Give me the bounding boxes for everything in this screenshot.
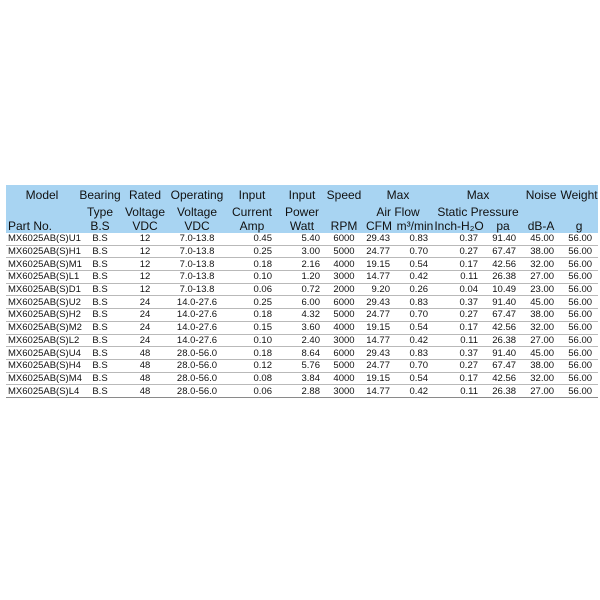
- table-cell: 0.70: [396, 245, 434, 258]
- table-cell: 3000: [326, 271, 362, 284]
- header-bs: B.S: [78, 219, 122, 233]
- table-cell: B.S: [78, 283, 122, 296]
- table-cell: 23.00: [522, 283, 560, 296]
- table-cell: 91.40: [484, 347, 522, 360]
- table-cell: 5000: [326, 309, 362, 322]
- header-row-2: [6, 205, 598, 219]
- header-dba: dB-A: [522, 219, 560, 233]
- table-cell: 3.84: [278, 372, 326, 385]
- table-cell: 0.27: [434, 245, 484, 258]
- table-cell: 0.26: [396, 283, 434, 296]
- table-body: [6, 233, 598, 397]
- table-cell: 0.83: [396, 296, 434, 309]
- table-cell: 0.37: [434, 347, 484, 360]
- part-number-cell: MX6025AB(S)M4: [8, 372, 82, 384]
- header-g: g: [560, 219, 598, 233]
- header-rpm: RPM: [326, 219, 362, 233]
- header-operating: Operating: [168, 185, 226, 205]
- table-cell: 7.0-13.8: [168, 271, 226, 284]
- part-number-cell: MX6025AB(S)H2: [8, 309, 81, 321]
- table-row: [6, 245, 598, 258]
- table-cell: 56.00: [560, 258, 598, 271]
- table-cell: 0.70: [396, 359, 434, 372]
- table-cell: 56.00: [560, 347, 598, 360]
- table-cell: 12: [122, 233, 168, 245]
- table-cell: 0.10: [226, 271, 278, 284]
- table-cell: 0.25: [226, 245, 278, 258]
- table-cell: 48: [122, 347, 168, 360]
- table-cell: 0.18: [226, 309, 278, 322]
- table-cell: 5.40: [278, 233, 326, 245]
- table-cell: 42.56: [484, 372, 522, 385]
- header-max-pressure: Max: [434, 185, 522, 205]
- table-cell: B.S: [78, 334, 122, 347]
- table-cell: 56.00: [560, 359, 598, 372]
- table-cell: 1.20: [278, 271, 326, 284]
- table-cell: 27.00: [522, 385, 560, 398]
- header-watt: Watt: [278, 219, 326, 233]
- header-model: Model: [6, 185, 78, 205]
- table-cell: 14.77: [362, 334, 396, 347]
- table-row: [6, 309, 598, 322]
- table-cell: 2.16: [278, 258, 326, 271]
- header-input-2: Input: [278, 185, 326, 205]
- fan-spec-table: [6, 185, 598, 398]
- table-cell: 42.56: [484, 258, 522, 271]
- table-cell: 38.00: [522, 245, 560, 258]
- table-cell: 45.00: [522, 296, 560, 309]
- header-m3-per-min: m³/min: [396, 219, 434, 233]
- table-cell: 28.0-56.0: [168, 372, 226, 385]
- part-number-cell: MX6025AB(S)U2: [8, 296, 81, 308]
- table-row: [6, 385, 598, 398]
- table-cell: 24: [122, 296, 168, 309]
- table-cell: 14.0-27.6: [168, 296, 226, 309]
- table-cell: 0.37: [434, 233, 484, 245]
- header-vdc-rated: VDC: [122, 219, 168, 233]
- table-cell: 27.00: [522, 271, 560, 284]
- table-cell: 0.72: [278, 283, 326, 296]
- header-row-1: [6, 185, 598, 205]
- table-cell: 0.17: [434, 258, 484, 271]
- part-number-cell: MX6025AB(S)L2: [8, 334, 80, 346]
- table-row: [6, 233, 598, 245]
- table-cell: B.S: [78, 359, 122, 372]
- table-cell: 32.00: [522, 321, 560, 334]
- part-number-cell: MX6025AB(S)H1: [8, 246, 81, 258]
- table-cell: B.S: [78, 245, 122, 258]
- table-cell: 91.40: [484, 233, 522, 245]
- table-cell: 67.47: [484, 309, 522, 322]
- table-cell: 0.42: [396, 385, 434, 398]
- table-cell: 3000: [326, 334, 362, 347]
- table-cell: B.S: [78, 321, 122, 334]
- table-cell: 0.11: [434, 334, 484, 347]
- table-cell: 19.15: [362, 258, 396, 271]
- table-cell: 12: [122, 271, 168, 284]
- header-airflow: Air Flow: [362, 205, 434, 219]
- header-bearing: Bearing: [78, 185, 122, 205]
- table-cell: 29.43: [362, 347, 396, 360]
- table-cell: B.S: [78, 258, 122, 271]
- table-cell: 12: [122, 283, 168, 296]
- table-cell: 6000: [326, 233, 362, 245]
- table-cell: 67.47: [484, 245, 522, 258]
- table-cell: 91.40: [484, 296, 522, 309]
- table-cell: 19.15: [362, 321, 396, 334]
- table-cell: 6000: [326, 296, 362, 309]
- table-cell: 6.00: [278, 296, 326, 309]
- table-cell: 0.70: [396, 309, 434, 322]
- table-cell: 56.00: [560, 372, 598, 385]
- table-cell: 8.64: [278, 347, 326, 360]
- table-cell: 2.88: [278, 385, 326, 398]
- table-cell: 0.54: [396, 372, 434, 385]
- table-cell: 38.00: [522, 359, 560, 372]
- table-cell: 14.77: [362, 271, 396, 284]
- header-speed: Speed: [326, 185, 362, 205]
- table-cell: 0.42: [396, 271, 434, 284]
- table-cell: 56.00: [560, 271, 598, 284]
- table-cell: 7.0-13.8: [168, 258, 226, 271]
- header-power: Power: [278, 205, 326, 219]
- table-cell: B.S: [78, 309, 122, 322]
- header-inch-h2o: Inch-H₂O: [434, 219, 484, 233]
- header-rated-voltage: Voltage: [122, 205, 168, 219]
- header-current: Current: [226, 205, 278, 219]
- table-cell: 3000: [326, 385, 362, 398]
- header-rated: Rated: [122, 185, 168, 205]
- table-cell: 24: [122, 334, 168, 347]
- part-number-cell: MX6025AB(S)M2: [8, 322, 82, 334]
- table-cell: 45.00: [522, 347, 560, 360]
- table-cell: 26.38: [484, 271, 522, 284]
- table-cell: 27.00: [522, 334, 560, 347]
- table-row: [6, 283, 598, 296]
- table-cell: 56.00: [560, 321, 598, 334]
- table-cell: 67.47: [484, 359, 522, 372]
- table-cell: B.S: [78, 271, 122, 284]
- table-cell: 0.83: [396, 233, 434, 245]
- table-cell: 42.56: [484, 321, 522, 334]
- table-cell: 28.0-56.0: [168, 385, 226, 398]
- header-vdc-operating: VDC: [168, 219, 226, 233]
- table-cell: 12: [122, 258, 168, 271]
- table-cell: 0.11: [434, 385, 484, 398]
- table-cell: 0.18: [226, 347, 278, 360]
- table-cell: 48: [122, 372, 168, 385]
- table-cell: 14.0-27.6: [168, 309, 226, 322]
- table-cell: 0.17: [434, 321, 484, 334]
- header-amp: Amp: [226, 219, 278, 233]
- table-cell: 5.76: [278, 359, 326, 372]
- table-cell: 0.04: [434, 283, 484, 296]
- table-cell: 2000: [326, 283, 362, 296]
- table-cell: 29.43: [362, 233, 396, 245]
- table-cell: B.S: [78, 372, 122, 385]
- table-cell: 7.0-13.8: [168, 233, 226, 245]
- part-number-cell: MX6025AB(S)U4: [8, 347, 81, 359]
- table-cell: 0.54: [396, 321, 434, 334]
- table-cell: 12: [122, 245, 168, 258]
- table-row: [6, 296, 598, 309]
- table-cell: 0.45: [226, 233, 278, 245]
- table-cell: B.S: [78, 347, 122, 360]
- table-cell: 32.00: [522, 258, 560, 271]
- table-cell: 9.20: [362, 283, 396, 296]
- part-number-cell: MX6025AB(S)L1: [8, 271, 80, 283]
- header-part-no: Part No.: [6, 219, 78, 233]
- table-cell: B.S: [78, 385, 122, 398]
- table-cell: 4000: [326, 372, 362, 385]
- table-cell: 28.0-56.0: [168, 347, 226, 360]
- table-cell: 32.00: [522, 372, 560, 385]
- header-type: Type: [78, 205, 122, 219]
- header-cfm: CFM: [362, 219, 396, 233]
- table-cell: 26.38: [484, 385, 522, 398]
- table-cell: 0.08: [226, 372, 278, 385]
- table-cell: 38.00: [522, 309, 560, 322]
- table-cell: 4000: [326, 321, 362, 334]
- header-row-3: [6, 219, 598, 233]
- table-cell: 24.77: [362, 309, 396, 322]
- table-cell: 14.0-27.6: [168, 334, 226, 347]
- table-cell: 0.18: [226, 258, 278, 271]
- header-max-airflow: Max: [362, 185, 434, 205]
- table-cell: 5000: [326, 245, 362, 258]
- header-pa: pa: [484, 219, 522, 233]
- table-cell: B.S: [78, 233, 122, 245]
- table-cell: 0.25: [226, 296, 278, 309]
- table-cell: 0.54: [396, 258, 434, 271]
- table-row: [6, 258, 598, 271]
- table-cell: 0.17: [434, 372, 484, 385]
- table-cell: 0.27: [434, 309, 484, 322]
- table-cell: 56.00: [560, 385, 598, 398]
- table-cell: 6000: [326, 347, 362, 360]
- header-weight: Weight: [560, 185, 598, 205]
- table-cell: 26.38: [484, 334, 522, 347]
- table-cell: 0.06: [226, 385, 278, 398]
- table-cell: 10.49: [484, 283, 522, 296]
- table-cell: 5000: [326, 359, 362, 372]
- table-cell: 45.00: [522, 233, 560, 245]
- table-cell: 2.40: [278, 334, 326, 347]
- table-cell: 0.15: [226, 321, 278, 334]
- table-cell: 24.77: [362, 245, 396, 258]
- table-cell: 0.83: [396, 347, 434, 360]
- table-cell: 24: [122, 309, 168, 322]
- table-cell: 28.0-56.0: [168, 359, 226, 372]
- table-cell: 0.11: [434, 271, 484, 284]
- table-cell: 0.37: [434, 296, 484, 309]
- table-cell: 48: [122, 359, 168, 372]
- table-cell: 56.00: [560, 296, 598, 309]
- table-cell: 19.15: [362, 372, 396, 385]
- table-header: [6, 185, 598, 233]
- part-number-cell: MX6025AB(S)M1: [8, 258, 82, 270]
- table-cell: 3.60: [278, 321, 326, 334]
- table-row: [6, 347, 598, 360]
- table-cell: 14.77: [362, 385, 396, 398]
- table-cell: 24.77: [362, 359, 396, 372]
- table-cell: 56.00: [560, 334, 598, 347]
- part-number-cell: MX6025AB(S)D1: [8, 284, 81, 296]
- table-cell: 14.0-27.6: [168, 321, 226, 334]
- table-cell: 0.12: [226, 359, 278, 372]
- table-row: [6, 334, 598, 347]
- table-cell: 0.10: [226, 334, 278, 347]
- table-row: [6, 359, 598, 372]
- header-noise: Noise: [522, 185, 560, 205]
- table-cell: 56.00: [560, 309, 598, 322]
- table-cell: 29.43: [362, 296, 396, 309]
- table-cell: 48: [122, 385, 168, 398]
- part-number-cell: MX6025AB(S)U1: [8, 233, 81, 245]
- table-cell: 7.0-13.8: [168, 245, 226, 258]
- header-input: Input: [226, 185, 278, 205]
- table-cell: 24: [122, 321, 168, 334]
- table-cell: 3.00: [278, 245, 326, 258]
- part-number-cell: MX6025AB(S)H4: [8, 360, 81, 372]
- table-cell: 0.27: [434, 359, 484, 372]
- table-cell: 0.42: [396, 334, 434, 347]
- table-cell: 4.32: [278, 309, 326, 322]
- header-operating-voltage: Voltage: [168, 205, 226, 219]
- part-number-cell: MX6025AB(S)L4: [8, 385, 80, 397]
- header-static-pressure: Static Pressure: [434, 205, 522, 219]
- table-row: [6, 271, 598, 284]
- table-cell: 56.00: [560, 245, 598, 258]
- table-cell: 56.00: [560, 283, 598, 296]
- table-cell: 56.00: [560, 233, 598, 245]
- table-cell: 0.06: [226, 283, 278, 296]
- table-cell: B.S: [78, 296, 122, 309]
- table-cell: 4000: [326, 258, 362, 271]
- table-cell: 7.0-13.8: [168, 283, 226, 296]
- table-row: [6, 372, 598, 385]
- table-row: [6, 321, 598, 334]
